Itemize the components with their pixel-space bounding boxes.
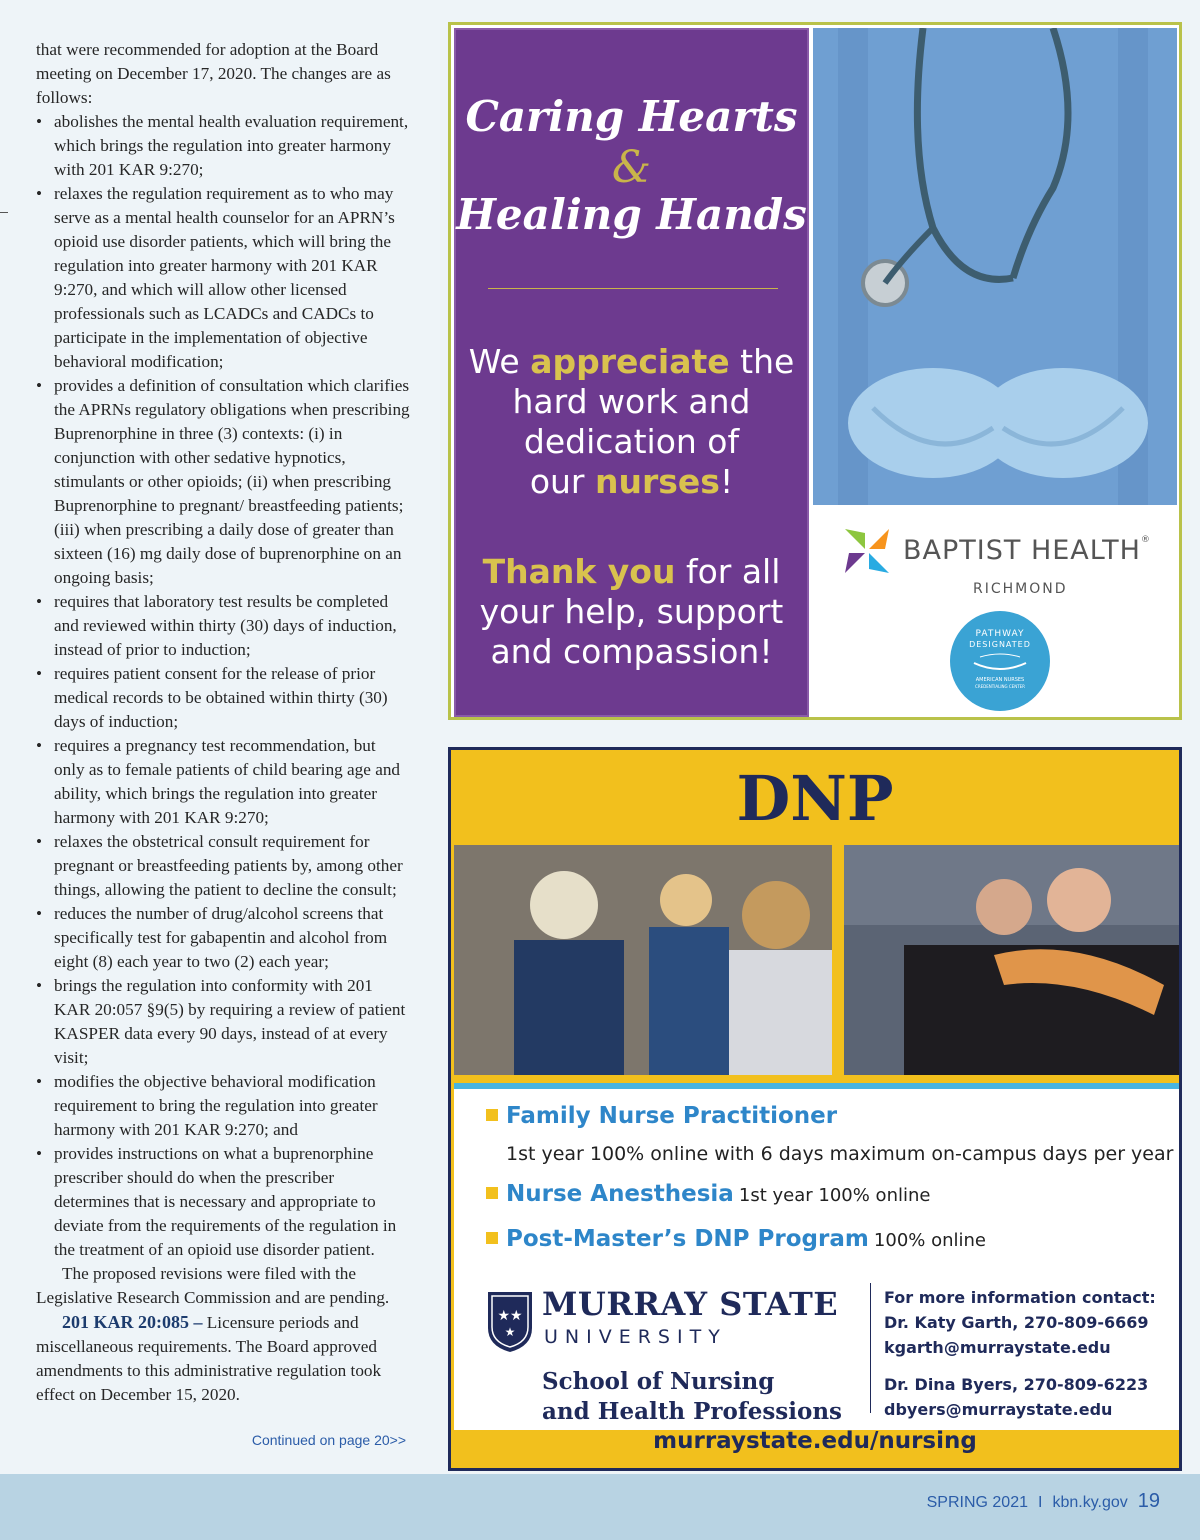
- list-item: • reduces the number of drug/alcohol screens that specifically test for gabapentin and alcohol from eight (8) each year to two (2) each year;: [36, 902, 410, 974]
- university-name: MURRAY STATE: [542, 1285, 839, 1323]
- nursing-students-photo: [454, 845, 832, 1075]
- msg-text: the: [729, 342, 795, 381]
- list-item: • brings the regulation into conformity with 201 KAR 20:057 §9(5) by requiring a review of patient KASPER data every 90 days, instead of at every visit;: [36, 974, 410, 1070]
- svg-text:★: ★: [504, 1325, 516, 1339]
- list-item: • abolishes the mental health evaluation requirement, which brings the regulation into greater harmony with 201 KAR 9:270;: [36, 110, 410, 182]
- msg-text: hard work and: [512, 382, 751, 421]
- school-name: [542, 1367, 842, 1427]
- bullet-square-icon: [486, 1232, 498, 1244]
- divider: [488, 288, 778, 289]
- ad-title-line2: Healing Hands: [456, 190, 807, 239]
- contact-divider: [870, 1283, 871, 1413]
- regulation-paragraph: [36, 1310, 410, 1407]
- website-link[interactable]: murraystate.edu/nursing: [653, 1428, 977, 1454]
- program-note: 1st year 100% online: [738, 1185, 931, 1206]
- list-item: • modifies the objective behavioral modification requirement to bring the regulation into greater harmony with 201 KAR 9:270; and: [36, 1070, 410, 1142]
- dnp-title: DNP: [736, 762, 894, 835]
- badge-text: PATHWAY: [975, 629, 1025, 639]
- regulation-text: Licensure periods and miscellaneous requirements. The Board approved amendments to this administrative regulation took effect on December 15, 2020.: [36, 1313, 382, 1404]
- contact-name: Dr. Dina Byers, 270-809-6223: [884, 1375, 1149, 1394]
- program-post-masters: [486, 1226, 986, 1252]
- baptist-health-logo-icon: [841, 525, 893, 577]
- badge-text: AMERICAN NURSES: [975, 677, 1025, 683]
- list-item: • provides instructions on what a buprenorphine prescriber should do when the prescriber determines that is necessary and appropriate to deviate from the requirements of the regulation in the treatment of an opioid use disorder patient.: [36, 1142, 410, 1262]
- baptist-health-brand: [903, 535, 1151, 566]
- contact-email[interactable]: dbyers@murraystate.edu: [884, 1400, 1113, 1419]
- thanks-text: for all: [675, 552, 781, 591]
- continued-link[interactable]: Continued on page 20>>: [251, 1432, 406, 1448]
- badge-text: CREDENTIALING CENTER: [975, 684, 1025, 689]
- list-item: • requires a pregnancy test recommendation, but only as to female patients of child bearing age and ability, which brings the regulation into greater harmony with 201 KAR 9:270;: [36, 734, 410, 830]
- appreciation-message: [456, 342, 807, 502]
- msg-text: !: [719, 462, 734, 501]
- baptist-location: RICHMOND: [973, 581, 1068, 597]
- baptist-logo-area: [813, 507, 1177, 717]
- list-item: • relaxes the regulation requirement as to who may serve as a mental health counselor for an APRN’s opioid use disorder patients, which will bring the regulation into greater harmony with 201 KAR 9:270, and which will allow other licensed professionals such as LCADCs and CADCs to participate in the implementation of objective behavioral modification;: [36, 182, 410, 374]
- spacer: [884, 1360, 1156, 1372]
- regulation-reference: 201 KAR 20:085 –: [62, 1312, 203, 1332]
- baptist-health-ad: [448, 22, 1182, 720]
- contact-info: [884, 1285, 1156, 1422]
- bullet-square-icon: [486, 1109, 498, 1121]
- badge-text: DESIGNATED: [969, 640, 1031, 649]
- article-column: [36, 38, 410, 1407]
- msg-text: dedication of: [523, 422, 740, 461]
- laurel-icon: [972, 653, 1028, 673]
- contact-email[interactable]: kgarth@murraystate.edu: [884, 1338, 1111, 1357]
- svg-text:★★: ★★: [497, 1308, 523, 1324]
- changes-list: [36, 110, 410, 1262]
- issue-label: SPRING 2021: [926, 1494, 1028, 1511]
- page-footer: [0, 1474, 1200, 1540]
- nurse-gloved-hands-photo: [813, 28, 1177, 505]
- graduation-photo: [844, 845, 1179, 1075]
- ad-message-panel: [454, 28, 809, 717]
- students-illustration: [454, 845, 832, 1075]
- school-line: School of Nursing: [542, 1368, 775, 1395]
- registered-mark: ®: [1140, 535, 1151, 545]
- bullet-square-icon: [486, 1187, 498, 1199]
- program-name: Family Nurse Practitioner: [506, 1103, 838, 1129]
- article-intro: that were recommended for adoption at the Board meeting on December 17, 2020. The changes are as follows:: [36, 40, 391, 107]
- msg-highlight: appreciate: [530, 342, 730, 381]
- margin-mark: [0, 212, 8, 213]
- thanks-text: your help, support: [479, 592, 784, 631]
- footer-text: [927, 1490, 1160, 1513]
- university-word: UNIVERSITY: [544, 1326, 727, 1348]
- murray-state-ad: [448, 747, 1182, 1471]
- nurse-illustration: [813, 28, 1177, 505]
- contact-name: Dr. Katy Garth, 270-809-6669: [884, 1313, 1149, 1332]
- brand-text: BAPTIST HEALTH: [903, 535, 1141, 566]
- thanks-highlight: Thank you: [482, 552, 676, 591]
- thanks-text: and compassion!: [490, 632, 773, 671]
- ad-title-line1: Caring Hearts: [465, 92, 798, 141]
- graduation-illustration: [844, 845, 1179, 1075]
- msg-text: We: [468, 342, 531, 381]
- murray-state-shield-icon: [486, 1290, 534, 1354]
- program-name: Nurse Anesthesia: [506, 1181, 734, 1207]
- list-item: • provides a definition of consultation which clarifies the APRNs regulatory obligations when prescribing Buprenorphine in three (3) contexts: (i) in conjunction with other sedative hypnotics, stimulants or other opioids; (ii) when prescribing Buprenorphine to pregnant/ breastfeeding patients; (iii) when prescribing a daily dose of greater than sixteen (16) mg daily dose of buprenorphine on an ongoing basis;: [36, 374, 410, 590]
- revisions-paragraph: The proposed revisions were filed with the Legislative Research Commission and are pending.: [36, 1264, 390, 1307]
- footer-separator: I: [1038, 1494, 1043, 1511]
- program-anesthesia: [486, 1181, 930, 1207]
- ad-ampersand: &: [611, 142, 652, 193]
- program-note: 100% online: [873, 1230, 987, 1251]
- program-name: Post-Master’s DNP Program: [506, 1226, 869, 1252]
- program-fnp-description: 1st year 100% online with 6 days maximum on-campus days per year: [506, 1143, 1174, 1165]
- site-link[interactable]: kbn.ky.gov: [1052, 1494, 1128, 1511]
- school-line: and Health Professions: [542, 1398, 842, 1425]
- programs-panel: [454, 1083, 1179, 1430]
- msg-text: our: [529, 462, 595, 501]
- page-number: 19: [1137, 1490, 1160, 1512]
- program-fnp: [486, 1103, 837, 1129]
- list-item: • relaxes the obstetrical consult requirement for pregnant or breastfeeding patients by, among other things, allowing the patient to decline the consult;: [36, 830, 410, 902]
- msg-highlight: nurses: [595, 462, 720, 501]
- pathway-designation-badge: [950, 611, 1050, 711]
- thanks-message: [456, 552, 807, 672]
- contact-heading: For more information contact:: [884, 1288, 1156, 1307]
- list-item: • requires that laboratory test results be completed and reviewed within thirty (30) days of induction, instead of prior to induction;: [36, 590, 410, 662]
- list-item: • requires patient consent for the release of prior medical records to be obtained within thirty (30) days of induction;: [36, 662, 410, 734]
